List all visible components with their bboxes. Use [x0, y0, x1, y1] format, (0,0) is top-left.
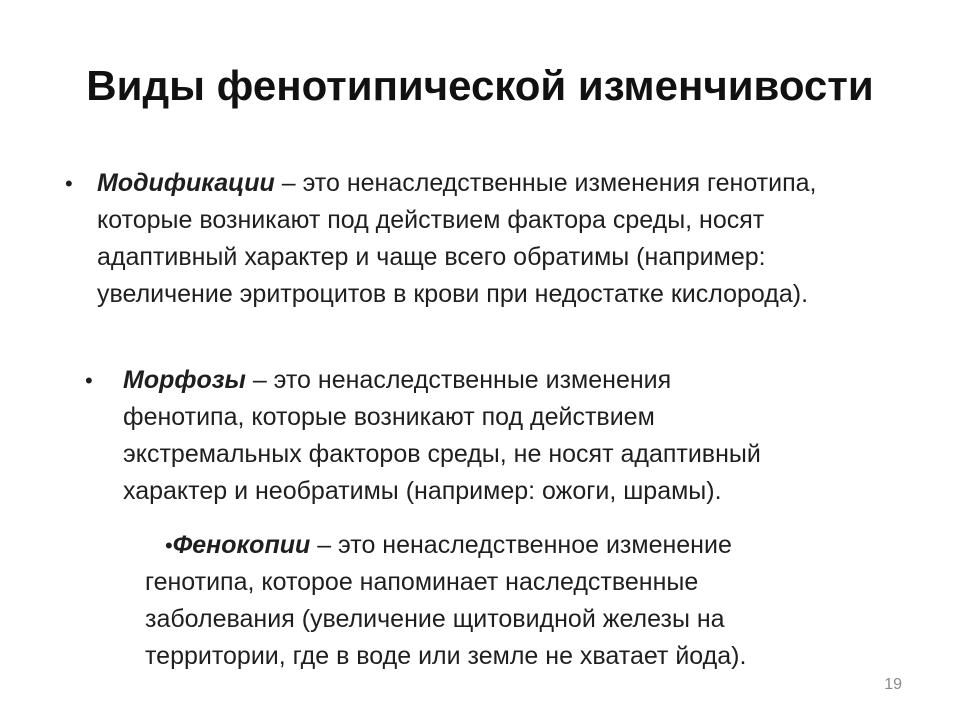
bullet-text: – это ненаследственное изменение: [310, 531, 732, 559]
bullet-line: которые возникают под действием фактора среды, носят: [97, 206, 765, 234]
bullet-marker: •: [65, 171, 73, 196]
bullet-modifications: [65, 165, 927, 313]
bullet-term: Модификации: [97, 169, 275, 197]
bullet-line: адаптивный характер и чаще всего обратимы (например:: [97, 243, 766, 271]
bullet-line: увеличение эритроцитов в крови при недостатке кислорода).: [97, 280, 809, 308]
bullet-marker: •: [85, 368, 93, 393]
bullet-morphoses: [85, 362, 903, 510]
bullet-term: Фенокопии: [172, 531, 311, 559]
bullet-phenocopies: [145, 527, 875, 675]
bullet-line: характер и необратимы (например: ожоги, шрамы).: [123, 477, 722, 505]
bullet-marker: •: [165, 533, 173, 558]
bullet-line: генотипа, которое напоминает наследственные: [145, 568, 699, 596]
slide-title: Виды фенотипической изменчивости: [86, 62, 874, 109]
page-number: 19: [884, 676, 902, 693]
bullet-line: [123, 362, 903, 399]
bullet-line: территории, где в воде или земле не хватает йода).: [145, 642, 747, 670]
bullet-line: [97, 165, 927, 202]
bullet-text: – это ненаследственные изменения: [245, 366, 672, 394]
bullet-line: фенотипа, которые возникают под действием: [123, 403, 655, 431]
bullet-text: – это ненаследственные изменения генотипа,: [274, 169, 817, 197]
bullet-line: [145, 527, 875, 564]
bullet-line: экстремальных факторов среды, не носят адаптивный: [123, 440, 761, 468]
bullet-term: Морфозы: [123, 366, 246, 394]
bullet-line: заболевания (увеличение щитовидной железы на: [145, 605, 725, 633]
